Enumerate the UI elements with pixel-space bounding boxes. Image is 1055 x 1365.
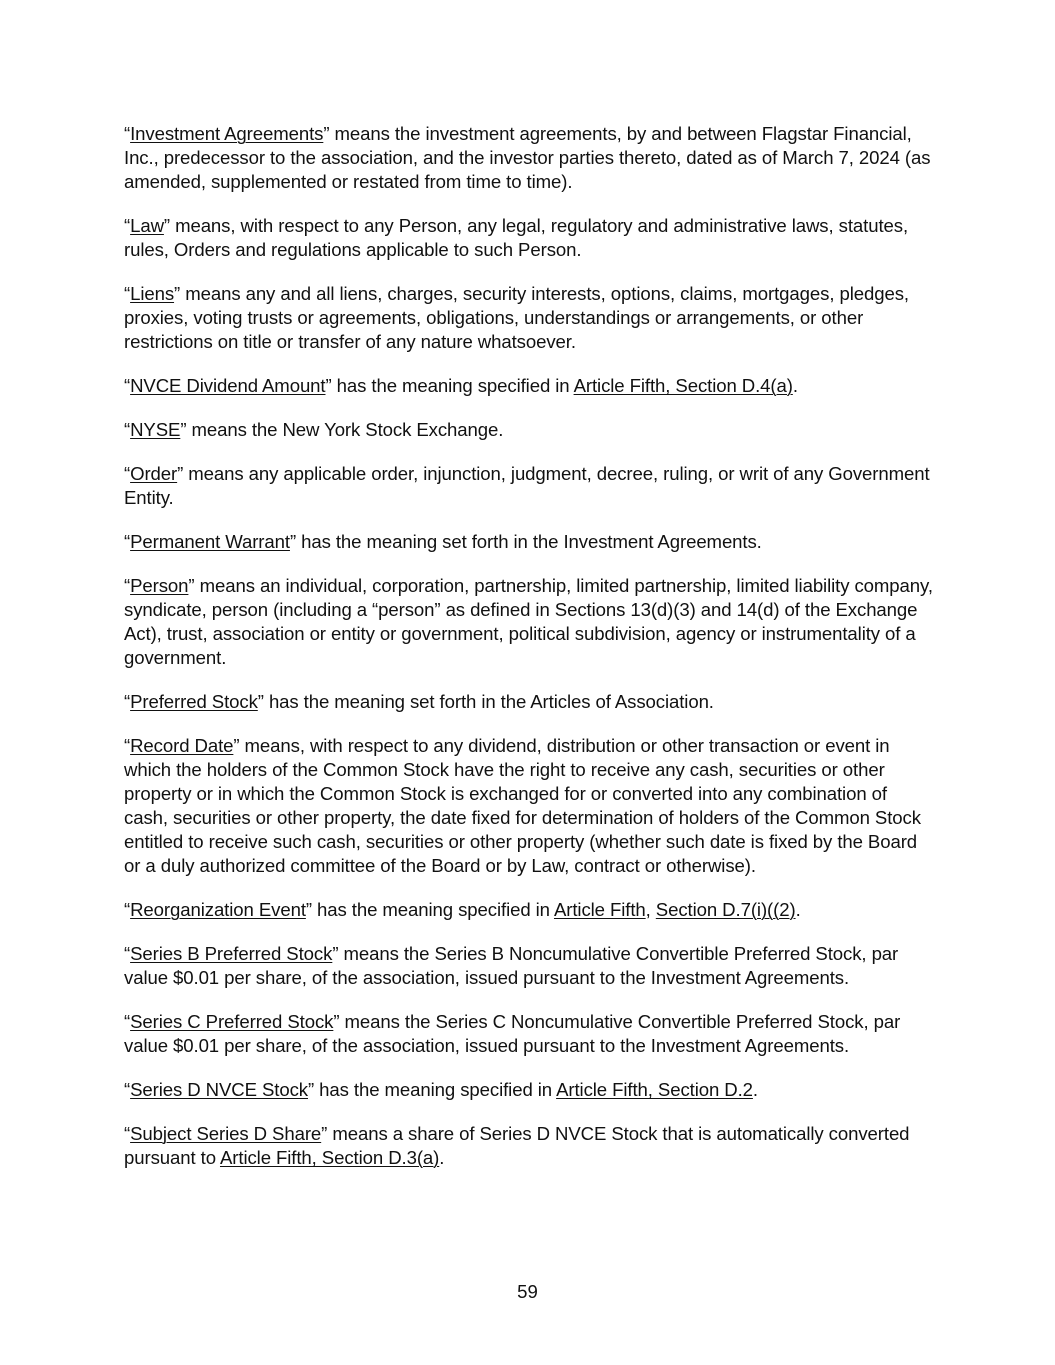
definition-text: “ [124, 1079, 131, 1100]
definition-paragraph [124, 898, 934, 922]
definition-text: “ [124, 123, 131, 144]
definition-paragraph [124, 282, 934, 354]
definition-text: “ [124, 419, 131, 440]
defined-term: NYSE [130, 419, 181, 440]
definition-text: ” means the New York Stock Exchange. [180, 419, 504, 440]
section-reference: Article Fifth, Section D.4(a) [573, 375, 793, 396]
definition-text: “ [124, 531, 131, 552]
definition-text: “ [124, 463, 131, 484]
page-number: 59 [517, 1281, 538, 1302]
definition-text: ” has the meaning specified in [308, 1079, 557, 1100]
definition-text: “ [124, 215, 131, 236]
definition-text: . [792, 375, 798, 396]
defined-term: Person [130, 575, 189, 596]
defined-term: Liens [130, 283, 175, 304]
section-reference: Article Fifth, Section D.2 [556, 1079, 753, 1100]
definition-paragraph [124, 734, 934, 878]
definition-text: ” means, with respect to any dividend, distribution or other transaction or event in which the holders of the Common Stock have the right to receive any cash, securities or other property or in which the Common Stock is exchanged for or converted into any combination of cash, securities or other property, the date fixed for determination of holders of the Common Stock entitled to receive such cash, securities or other property (whether such date is fixed by the Board or a duly authorized committee of the Board or by Law, contract or otherwise). [124, 735, 921, 876]
definitions-list [124, 122, 934, 1190]
definition-paragraph [124, 1122, 934, 1170]
defined-term: Investment Agreements [130, 123, 324, 144]
definition-text: “ [124, 1123, 131, 1144]
definition-text: ” means a share of Series D NVCE Stock that is automatically converted pursuant to [124, 1123, 910, 1168]
definition-text: ” means any applicable order, injunction, judgment, decree, ruling, or writ of any Government Entity. [124, 463, 930, 508]
defined-term: Order [130, 463, 178, 484]
definition-paragraph [124, 1078, 934, 1102]
definition-text: , [645, 899, 656, 920]
definition-text: ” has the meaning specified in [325, 375, 574, 396]
definition-text: “ [124, 899, 131, 920]
definition-text: “ [124, 691, 131, 712]
definition-text: ” means the Series B Noncumulative Convertible Preferred Stock, par value $0.01 per share, of the association, issued pursuant to the Investment Agreements. [124, 943, 899, 988]
definition-text: “ [124, 735, 131, 756]
section-reference: Article Fifth [553, 899, 646, 920]
defined-term: Series B Preferred Stock [130, 943, 333, 964]
definition-text: . [795, 899, 801, 920]
definition-paragraph [124, 574, 934, 670]
definition-paragraph [124, 942, 934, 990]
section-reference: Section D.7(i)((2) [655, 899, 796, 920]
definition-text: ” has the meaning specified in [305, 899, 554, 920]
definition-text: “ [124, 943, 131, 964]
definition-text: “ [124, 575, 131, 596]
defined-term: Preferred Stock [130, 691, 258, 712]
definition-text: “ [124, 1011, 131, 1032]
definition-text: ” has the meaning set forth in the Articles of Association. [257, 691, 714, 712]
definition-text: ” means the investment agreements, by and between Flagstar Financial, Inc., predecessor to the association, and the investor parties thereto, dated as of March 7, 2024 (as amended, supplemented or restated from time to time). [124, 123, 931, 192]
defined-term: Record Date [130, 735, 234, 756]
definition-paragraph [124, 214, 934, 262]
definition-paragraph [124, 374, 934, 398]
definition-text: ” means the Series C Noncumulative Convertible Preferred Stock, par value $0.01 per share, of the association, issued pursuant to the Investment Agreements. [124, 1011, 901, 1056]
defined-term: Series D NVCE Stock [130, 1079, 308, 1100]
defined-term: Law [130, 215, 164, 236]
definition-text: ” means an individual, corporation, partnership, limited partnership, limited liability company, syndicate, person (including a “person” as defined in Sections 13(d)(3) and 14(d) of the Exchange Act), trust, association or entity or government, political subdivision, agency or instrumentality of a government. [124, 575, 933, 668]
defined-term: Subject Series D Share [130, 1123, 322, 1144]
definition-text: . [752, 1079, 758, 1100]
defined-term: NVCE Dividend Amount [130, 375, 326, 396]
definition-paragraph [124, 690, 934, 714]
defined-term: Permanent Warrant [130, 531, 290, 552]
definition-paragraph [124, 530, 934, 554]
definition-paragraph [124, 418, 934, 442]
definition-text: “ [124, 283, 131, 304]
defined-term: Series C Preferred Stock [130, 1011, 334, 1032]
definition-paragraph [124, 462, 934, 510]
section-reference: Article Fifth, Section D.3(a) [219, 1147, 440, 1168]
definition-text: . [439, 1147, 445, 1168]
definition-text: ” means, with respect to any Person, any legal, regulatory and administrative laws, statutes, rules, Orders and regulations applicable to such Person. [124, 215, 909, 260]
definition-paragraph [124, 122, 934, 194]
definition-paragraph [124, 1010, 934, 1058]
definition-text: ” has the meaning set forth in the Investment Agreements. [289, 531, 762, 552]
definition-text: “ [124, 375, 131, 396]
defined-term: Reorganization Event [130, 899, 306, 920]
definition-text: ” means any and all liens, charges, security interests, options, claims, mortgages, pledges, proxies, voting trusts or agreements, obligations, understandings or arrangements, or other restrictions on title or transfer of any nature whatsoever. [124, 283, 909, 352]
